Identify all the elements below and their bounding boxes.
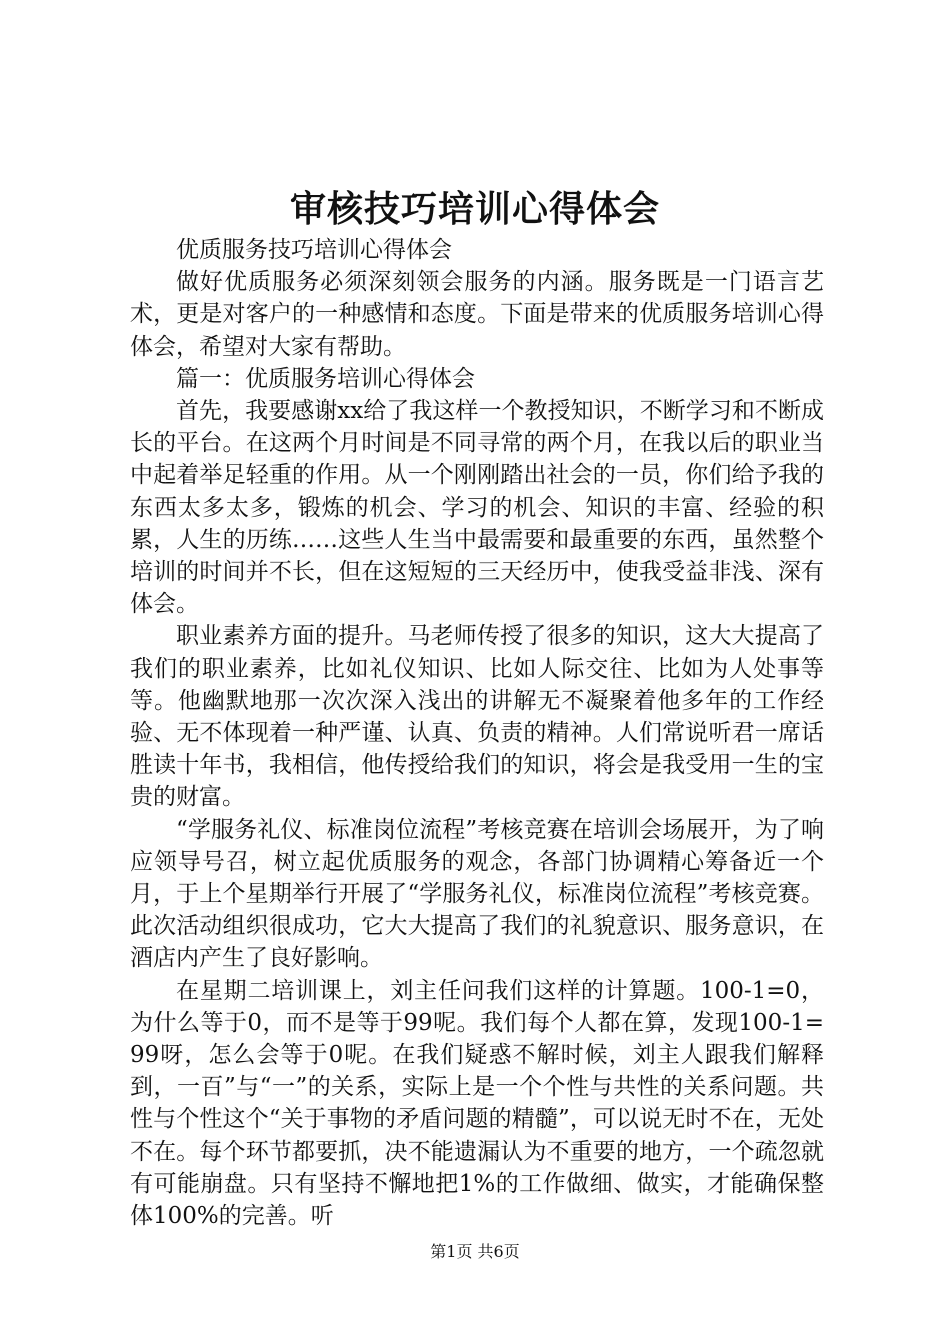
document-title: 审核技巧培训心得体会: [289, 188, 660, 230]
section-heading: 篇一：优质服务培训心得体会: [176, 365, 475, 392]
body-paragraph: “学服务礼仪、标准岗位流程”考核竞赛在培训会场展开，为了响应领导号召，树立起优质服务的观念，各部门协调精心筹备近一个月，于上个星期举行开展了“学服务礼仪，标准岗位流程”考核竞赛。此次活动组织很成功，它大大提高了我们的礼貌意识、服务意识，在酒店内产生了良好影响。: [130, 816, 824, 972]
body-paragraph: 做好优质服务必须深刻领会服务的内涵。服务既是一门语言艺术，更是对客户的一种感情和态度。下面是带来的优质服务培训心得体会，希望对大家有帮助。: [130, 269, 824, 360]
body-paragraph: 首先，我要感谢xx给了我这样一个教授知识，不断学习和不断成长的平台。在这两个月时间是不同寻常的两个月，在我以后的职业当中起着举足轻重的作用。从一个刚刚踏出社会的一员，你们给予我的东西太多太多，锻炼的机会、学习的机会、知识的丰富、经验的积累，人生的历练……这些人生当中最需要和最重要的东西，虽然整个培训的时间并不长，但在这短短的三天经历中，使我受益非浅、深有体会。: [130, 398, 824, 618]
body-paragraph: 在星期二培训课上，刘主任问我们这样的计算题。100-1=0，为什么等于0，而不是等于99呢。我们每个人都在算，发现100-1=99呀，怎么会等于0呢。在我们疑惑不解时候，刘主人跟我们解释到，一百”与“一”的关系，实际上是一个个性与共性的关系问题。共性与个性这个“关于事物的矛盾问题的精髓”，可以说无时不在，无处不在。每个环节都要抓，决不能遗漏认为不重要的地方，一个疏忽就有可能崩盘。只有坚持不懈地把1%的工作做细、做实，才能确保整体100%的完善。听: [130, 977, 824, 1230]
page-number-footer: 第1页 共6页: [430, 1242, 520, 1261]
body-paragraph: 职业素养方面的提升。马老师传授了很多的知识，这大大提高了我们的职业素养，比如礼仪知识、比如人际交往、比如为人处事等等。他幽默地那一次次深入浅出的讲解无不凝聚着他多年的工作经验、无不体现着一种严谨、认真、负责的精神。人们常说听君一席话胜读十年书，我相信，他传授给我们的知识，将会是我受用一生的宝贵的财富。: [130, 623, 824, 811]
subtitle-paragraph: 优质服务技巧培训心得体会: [176, 237, 452, 263]
document-body: [130, 234, 824, 1232]
